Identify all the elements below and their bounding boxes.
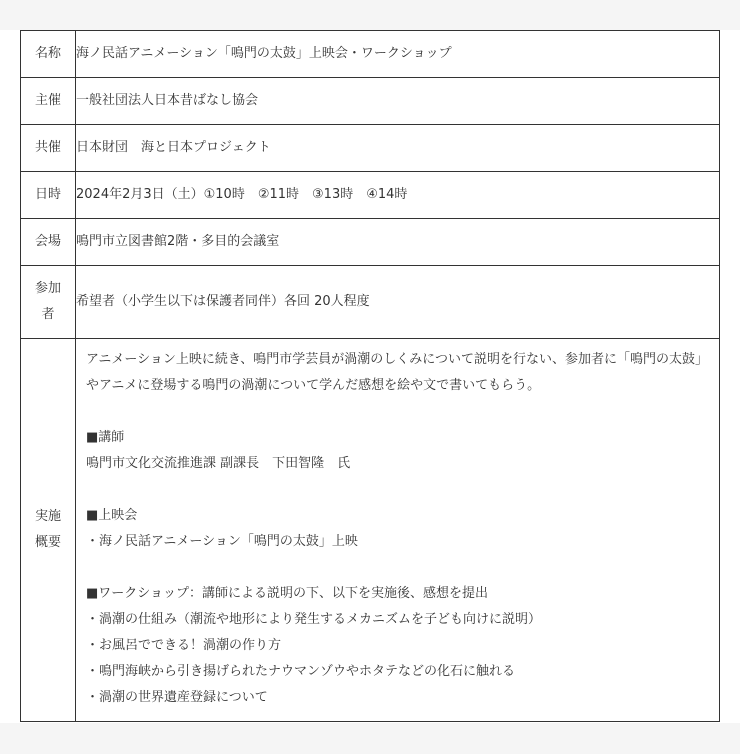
row-label: 主催 — [21, 78, 76, 125]
screening-item: ・海ノ民話アニメーション「鳴門の太鼓」上映 — [86, 534, 358, 549]
row-label-line: 参加 — [34, 281, 61, 296]
row-label: 会場 — [21, 219, 76, 266]
row-label: 名称 — [21, 31, 76, 78]
lecturer-heading: ■講師 — [86, 430, 125, 445]
row-label-line: 者 — [41, 307, 55, 322]
row-value: 2024年2月3日（土）①10時 ②11時 ③13時 ④14時 — [76, 172, 720, 219]
row-value: 一般社団法人日本昔ばなし協会 — [76, 78, 720, 125]
workshop-heading: ■ワークショップ：講師による説明の下、以下を実施後、感想を提出 — [86, 586, 489, 601]
table-row-organizer — [21, 78, 720, 125]
workshop-item: ・鳴門海峡から引き揚げられたナウマンゾウやホタテなどの化石に触れる — [86, 664, 516, 679]
row-value: 希望者（小学生以下は保護者同伴）各回 20人程度 — [76, 266, 720, 339]
workshop-item: ・渦潮の仕組み（潮流や地形により発生するメカニズムを子ども向けに説明） — [86, 612, 542, 627]
overview-content — [76, 339, 720, 722]
table-row-datetime — [21, 172, 720, 219]
row-value: 鳴門市立図書館2階・多目的会議室 — [76, 219, 720, 266]
row-label: 日時 — [21, 172, 76, 219]
row-label-line: 実施 — [34, 509, 61, 524]
table-row-co-organizer — [21, 125, 720, 172]
workshop-item: ・お風呂でできる！渦潮の作り方 — [86, 638, 282, 653]
row-label — [21, 266, 76, 339]
table-row-participants — [21, 266, 720, 339]
table-row-name — [21, 31, 720, 78]
row-value: 日本財団 海と日本プロジェクト — [76, 125, 720, 172]
table-row-overview — [21, 339, 720, 722]
page-content — [0, 30, 740, 723]
workshop-item: ・渦潮の世界遺産登録について — [86, 690, 268, 705]
screening-heading: ■上映会 — [86, 508, 138, 523]
row-label-line: 概要 — [34, 535, 61, 550]
row-value: 海ノ民話アニメーション「鳴門の太鼓」上映会・ワークショップ — [76, 31, 720, 78]
row-label — [21, 339, 76, 722]
table-row-venue — [21, 219, 720, 266]
overview-intro: アニメーション上映に続き、鳴門市学芸員が渦潮のしくみについて説明を行ない、参加者に「鳴門の太鼓」やアニメに登場する鳴門の渦潮について学んだ感想を絵や文で書いてもらう。 — [86, 352, 709, 393]
row-label: 共催 — [21, 125, 76, 172]
lecturer-name: 鳴門市文化交流推進課 副課長 下田智隆 氏 — [86, 456, 351, 471]
event-info-table — [20, 30, 720, 722]
